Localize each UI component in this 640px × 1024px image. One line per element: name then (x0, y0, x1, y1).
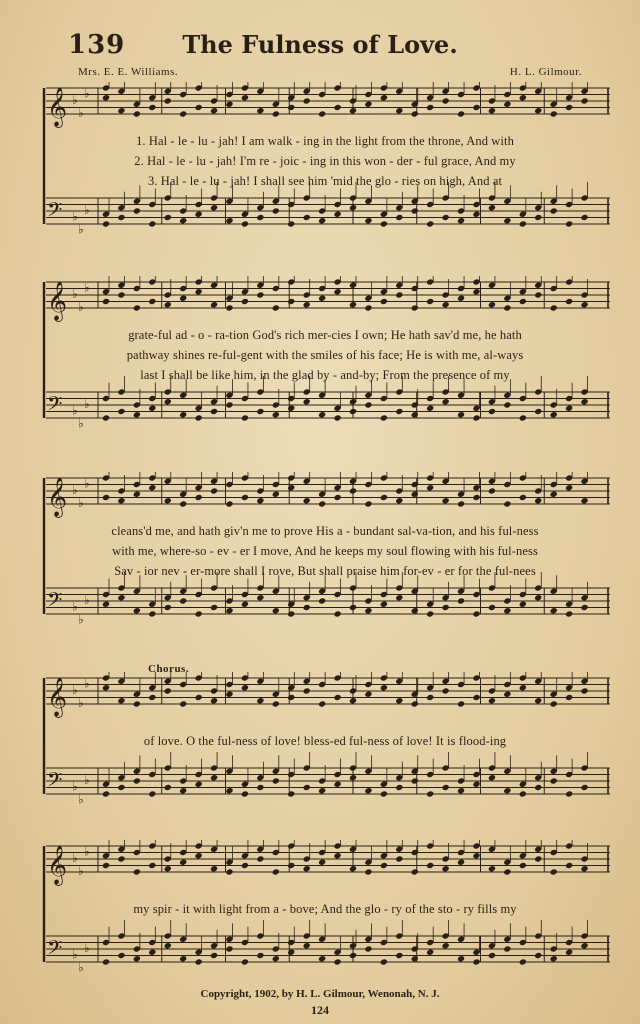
flat-icon: ♭ (72, 947, 78, 962)
treble-clef-icon: 𝄞 (47, 281, 68, 321)
chorus-label: Chorus. (148, 663, 190, 675)
flat-icon: ♭ (84, 941, 90, 955)
lyric-line: 1. Hal - le - lu - jah! I am walk - ing in the light from the throne, And with (136, 134, 514, 148)
lyric-line: 3. Hal - le - lu - jah! I shall see him 'mid the glo - ries on high, And at (147, 174, 503, 188)
music-system-2 (38, 276, 612, 466)
flat-icon: ♭ (78, 960, 84, 975)
flat-icon: ♭ (84, 397, 90, 411)
bass-clef-icon: 𝄢 (47, 392, 63, 420)
bass-clef-icon: 𝄢 (47, 936, 63, 964)
hymn-title: The Fulness of Love. (182, 30, 458, 59)
flat-icon: ♭ (84, 844, 90, 859)
copyright-notice: Copyright, 1902, by H. L. Gilmour, Wenonah, N. J. (200, 988, 440, 1000)
lyric-line: of love. O the ful-ness of love! bless-ed ful-ness of love! It is flood-ing (143, 734, 507, 748)
flat-icon: ♭ (72, 403, 78, 418)
bass-clef-icon: 𝄢 (47, 198, 63, 226)
flat-icon: ♭ (84, 676, 90, 691)
treble-clef-icon: 𝄞 (47, 845, 68, 885)
hymn-number: 139 (68, 30, 126, 60)
flat-icon: ♭ (78, 222, 84, 237)
music-system-1 (38, 82, 612, 272)
flat-icon: ♭ (72, 683, 78, 697)
treble-clef-icon: 𝄞 (47, 477, 68, 517)
flat-icon: ♭ (72, 93, 78, 107)
music-credit: H. L. Gilmour. (509, 66, 582, 78)
flat-icon: ♭ (78, 416, 84, 431)
lyric-line: cleans'd me, and hath giv'n me to prove His a - bundant sal-va-tion, and his ful-ness (111, 524, 539, 538)
flat-icon: ♭ (72, 209, 78, 224)
treble-clef-icon: 𝄞 (47, 677, 68, 717)
flat-icon: ♭ (72, 287, 78, 301)
treble-clef-icon: 𝄞 (47, 87, 68, 127)
lyric-line: my spir - it with light from a - bove; And the glo - ry of the sto - ry fills my (133, 902, 517, 916)
bass-clef-icon: 𝄢 (47, 588, 63, 616)
lyric-line: pathway shines re-ful-gent with the smiles of his face; He is with me, al-ways (126, 348, 524, 362)
flat-icon: ♭ (84, 280, 90, 295)
flat-icon: ♭ (78, 300, 84, 314)
flat-icon: ♭ (84, 476, 90, 491)
music-system-3 (38, 472, 612, 662)
bass-clef-icon: 𝄢 (47, 768, 63, 796)
flat-icon: ♭ (78, 106, 84, 120)
flat-icon: ♭ (72, 851, 78, 865)
flat-icon: ♭ (78, 696, 84, 710)
words-credit: Mrs. E. E. Williams. (78, 66, 179, 78)
lyric-line: last I shall be like him, in the glad by - and-by; From the presence of my (140, 368, 510, 382)
flat-icon: ♭ (78, 612, 84, 627)
flat-icon: ♭ (84, 773, 90, 787)
flat-icon: ♭ (84, 86, 90, 101)
flat-icon: ♭ (72, 779, 78, 794)
lyric-line: 2. Hal - le - lu - jah! I'm re - joic - ing in this won - der - ful grace, And my (134, 154, 516, 168)
music-system-4 (38, 672, 612, 822)
flat-icon: ♭ (84, 593, 90, 607)
flat-icon: ♭ (78, 496, 84, 510)
music-system-5 (38, 840, 612, 990)
lyric-line: Sav - ior nev - er-more shall I rove, But shall praise him for-ev - er for the ful-nees (114, 564, 536, 578)
flat-icon: ♭ (72, 599, 78, 614)
flat-icon: ♭ (78, 792, 84, 807)
page-number: 124 (311, 1003, 329, 1017)
flat-icon: ♭ (72, 483, 78, 497)
lyric-line: grate-ful ad - o - ra-tion God's rich mer-cies I own; He hath sav'd me, he hath (128, 328, 522, 342)
flat-icon: ♭ (78, 864, 84, 878)
flat-icon: ♭ (84, 203, 90, 217)
lyric-line: with me, where-so - ev - er I move, And he keeps my soul flowing with his ful-ness (112, 544, 538, 558)
